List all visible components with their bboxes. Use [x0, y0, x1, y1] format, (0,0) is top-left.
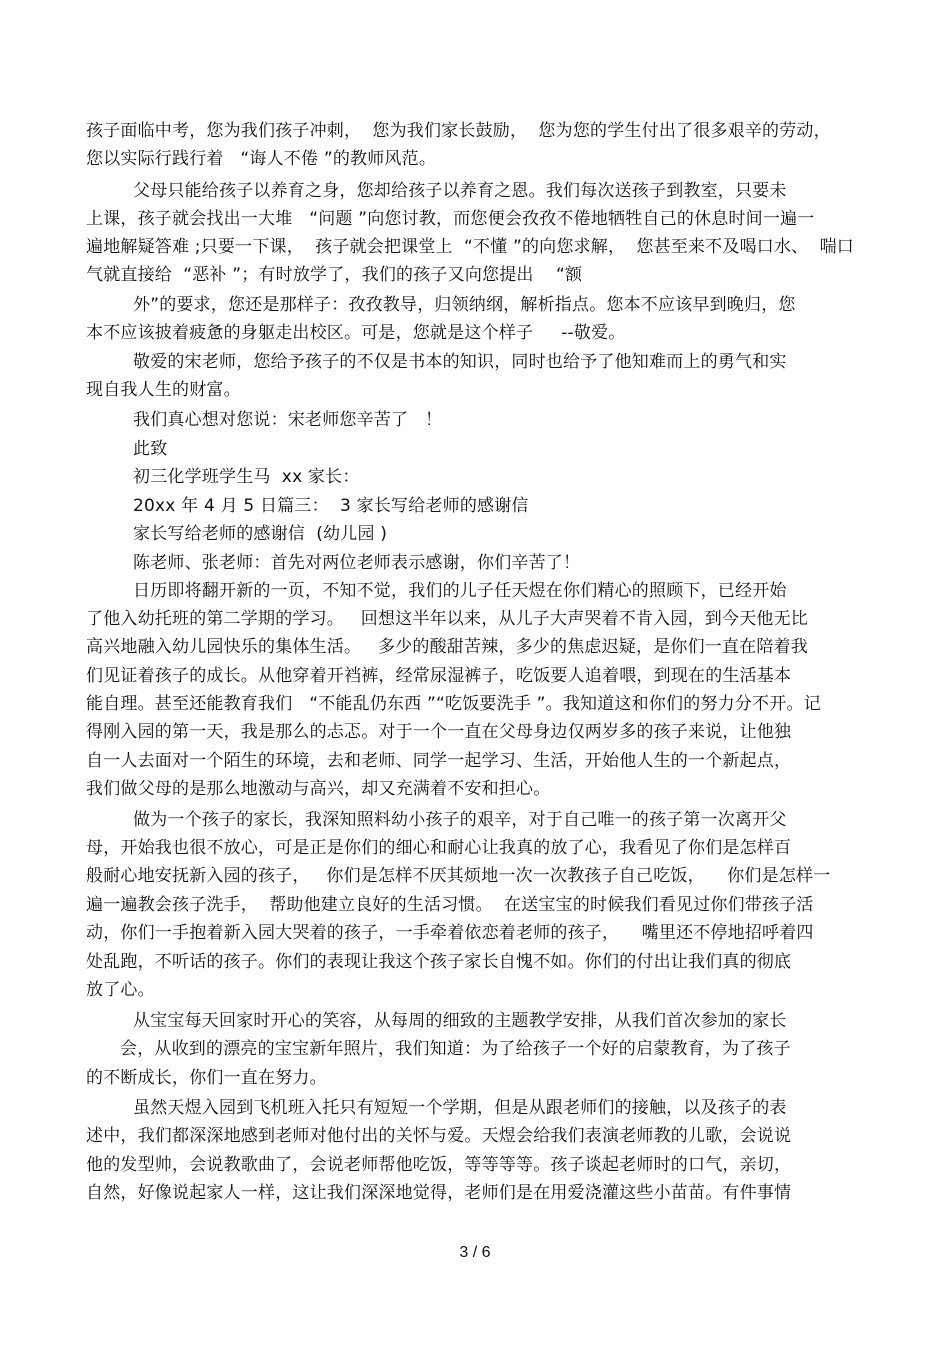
text-line: 母，开始我也很不放心，可是正是你们的细心和耐心让我真的放了心，我看见了你们是怎样百 [86, 838, 792, 858]
page-number: 3 / 6 [459, 1244, 491, 1261]
text-line: 遍一遍教会孩子洗手， 帮助他建立良好的生活习惯。 在送宝宝的时候我们看见过你们带孩子活 [86, 895, 814, 915]
text-line: 自然，好像说起家人一样，这让我们深深地觉得，老师们是在用爱浇灌这些小苗苗。有件事情 [86, 1183, 792, 1203]
text-line: 般耐心地安抚新入园的孩子， 你们是怎样不厌其烦地一次一次教孩子自己吃饭， 你们是怎样一 [86, 866, 831, 886]
text-line: 得刚入园的第一天，我是那么的忐忑。对于一个一直在父母身边仅两岁多的孩子来说，让他独 [86, 722, 792, 742]
text-line: 虽然天煜入园到飞机班入托只有短短一个学期，但是从跟老师们的接触，以及孩子的表 [133, 1098, 787, 1118]
text-line: 本不应该披着疲惫的身躯走出校区。可是，您就是这个样子 --敬爱。 [86, 323, 626, 343]
text-line: 述中，我们都深深地感到老师对他付出的关怀与爱。天煜会给我们表演老师教的儿歌，会说说 [86, 1126, 792, 1146]
text-line: 了他入幼托班的第二学期的学习。 回想这半年以来，从儿子大声哭着不肯入园，到今天他无比 [86, 609, 809, 629]
text-line: 处乱跑，不听话的孩子。你们的表现让我这个孩子家长自愧不如。你们的付出让我们真的彻底 [86, 952, 792, 972]
text-line: 20xx 年 4 月 5 日篇三： 3 家长写给老师的感谢信 [133, 496, 529, 516]
text-line: 上课，孩子就会找出一大堆 “问题 ”向您讨教，而您便会孜孜不倦地牺牲自己的休息时间一遍一 [86, 209, 815, 229]
text-line: 孩子面临中考，您为我们孩子冲刺， 您为我们家长鼓励， 您为您的学生付出了很多艰辛的劳动， [86, 121, 831, 141]
text-line: 做为一个孩子的家长，我深知照料幼小孩子的艰辛，对于自己唯一的孩子第一次离开父 [133, 810, 787, 830]
text-line: 日历即将翻开新的一页，不知不觉，我们的儿子任天煜在你们精心的照顾下，已经开始 [133, 581, 787, 601]
text-line: 陈老师、张老师：首先对两位老师表示感谢，你们辛苦了！ [133, 553, 581, 573]
text-line: 气就直接给 “恶补 ”；有时放学了，我们的孩子又向您提出 “额 [86, 265, 583, 285]
text-line: 从宝宝每天回家时开心的笑容，从每周的细致的主题教学安排，从我们首次参加的家长 [133, 1011, 787, 1031]
text-line: 能自理。甚至还能教育我们 “不能乱仍东西 ”“吃饭要洗手 ”。我知道这和你们的努力分不开。记 [86, 694, 821, 714]
text-line: 们见证着孩子的成长。从他穿着开裆裤，经常尿湿裤子，吃饭要人追着喂，到现在的生活基本 [86, 666, 792, 686]
text-line: 我们真心想对您说：宋老师您辛苦了 ！ [133, 410, 443, 430]
text-line: 此致 [133, 439, 168, 459]
text-line: 父母只能给孩子以养育之身，您却给孩子以养育之恩。我们每次送孩子到教室，只要未 [133, 181, 787, 201]
text-line: 的不断成长，你们一直在努力。 [86, 1068, 327, 1088]
text-line: 敬爱的宋老师，您给予孩子的不仅是书本的知识，同时也给予了他知难而上的勇气和实 [133, 352, 787, 372]
text-line: 放了心。 [86, 980, 155, 1000]
text-line: 家长写给老师的感谢信 (幼儿园 ) [133, 524, 388, 544]
text-line: 遍地解疑答难 ;只要一下课， 孩子就会把课堂上 “不懂 ”的向您求解， 您甚至来不及喝口水、 喘口 [86, 237, 854, 257]
text-line: 自一人去面对一个陌生的环境，去和老师、同学一起学习、生活，开始他人生的一个新起点， [86, 751, 792, 771]
text-line: 您以实际行践行着 “诲人不倦 ”的教师风范。 [86, 149, 437, 169]
text-line: 我们做父母的是那么地激动与高兴，却又充满着不安和担心。 [86, 779, 551, 799]
text-line: 动，你们一手抱着新入园大哭着的孩子，一手牵着依恋着老师的孩子， 嘴里还不停地招呼着四 [86, 923, 814, 943]
text-line: 现自我人生的财富。 [86, 380, 241, 400]
text-line: 会，从收到的漂亮的宝宝新年照片，我们知道：为了给孩子一个好的启蒙教育，为了孩子 [120, 1039, 791, 1059]
text-line: 高兴地融入幼儿园快乐的集体生活。 多少的酸甜苦辣，多少的焦虑迟疑，是你们一直在陪着我 [86, 637, 809, 657]
text-line: 外”的要求，您还是那样子：孜孜教导，归领纳纲，解析指点。您本不应该早到晚归，您 [133, 295, 796, 315]
text-line: 他的发型帅，会说教歌曲了，会说老师帮他吃饭，等等等等。孩子谈起老师时的口气，亲切， [86, 1155, 792, 1175]
text-line: 初三化学班学生马 xx 家长： [133, 467, 360, 487]
